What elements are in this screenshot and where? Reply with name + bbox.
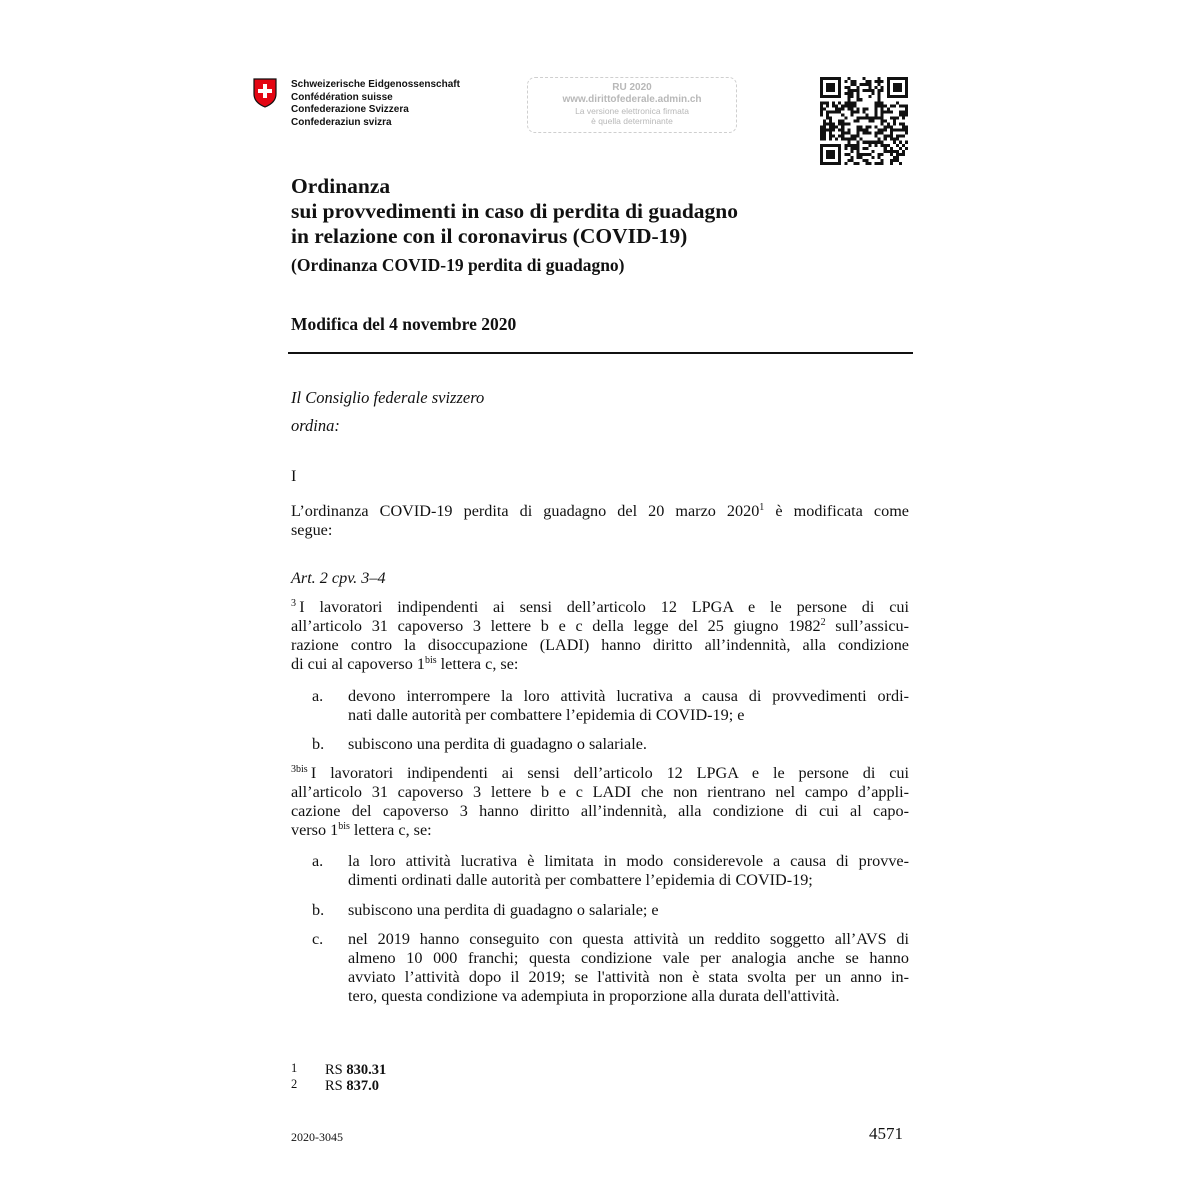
confederation-names (291, 79, 460, 129)
footnote-ref-1[interactable]: 1 (759, 502, 765, 513)
title-line-2: sui provvedimenti in caso di perdita di guadagno (291, 199, 739, 223)
list-item: subiscono una perdita di guadagno o salariale; e (348, 901, 659, 919)
list-item-letter: c. (312, 930, 324, 948)
document-number: 2020-3045 (291, 1130, 343, 1144)
stamp-note-2: è quella determinante (591, 116, 673, 126)
list-item: la loro attività lucrativa è limitata in modo considerevole a causa di provve- dimenti ordinati dalle autorità per combattere l’epidemia di COVID-19; (348, 852, 909, 889)
article-heading: Art. 2 cpv. 3–4 (291, 569, 386, 587)
footnote-number: 2 (291, 1077, 298, 1091)
paragraph-3bis: $^{3bis}$ I lavoratori indipendenti ai sensi dell’articolo 12 LPGA e le persone di cui all’articolo 31 capoverso 3 lettere b e c LADI che non rientrano nel campo d’appli- cazione del capoverso 3 hanno diritto all’indennità, alla condizione di cui al capo- verso $1^{bis}$ lettera c, se: (291, 764, 909, 839)
swiss-cross-icon (253, 78, 277, 108)
footnote-ref-2[interactable]: 2 (820, 617, 826, 628)
stamp-url[interactable]: www.dirittofederale.admin.ch (562, 94, 702, 105)
stamp-note-1: La versione elettronica firmata (575, 106, 689, 116)
paragraph-3: $^3$ I lavoratori indipendenti ai sensi dell’articolo 12 LPGA e le persone di cui all’articolo 31 capoverso 3 lettere b e c della legge del 25 giugno 1982$^2$ sull’assicu- razione contro la disoccupazione (LADI) hanno diritto all’indennità, alla condizione di cui al capoverso $1^{bis}$ lettera c, se: (291, 598, 909, 673)
list-item-letter: a. (312, 852, 324, 870)
footnote-2: RS 837.0 (325, 1078, 379, 1094)
stamp-ru: RU 2020 (612, 82, 652, 93)
list-item: subiscono una perdita di guadagno o salariale. (348, 735, 647, 753)
document-title (291, 174, 738, 249)
paragraph-number: 3 (291, 598, 296, 609)
qr-code-icon (820, 77, 908, 165)
official-stamp (527, 77, 737, 133)
preamble-line-1: Il Consiglio federale svizzero (291, 388, 485, 407)
preamble-line-2: ordina: (291, 416, 340, 435)
page-number: 4571 (869, 1124, 903, 1143)
short-title: (Ordinanza COVID-19 perdita di guadagno) (291, 255, 625, 275)
title-line-1: Ordinanza (291, 174, 391, 198)
confederation-rm: Confederaziun svizra (291, 116, 392, 128)
confederation-fr: Confédération suisse (291, 91, 393, 103)
section-number: I (291, 467, 297, 485)
intro-paragraph: L’ordinanza COVID-19 perdita di guadagno del 20 marzo 2020$^1$ è modificata come segue: (291, 502, 909, 539)
list-item: nel 2019 hanno conseguito con questa attività un reddito soggetto all’AVS di almeno 10 000 franchi; questa condizione vale per analogia anche se hanno avviato l’attività dopo il 2019; se l'attività non è stata svolta per un anno in- tero, questa condizione va adempiuta in proporzione alla durata dell'attività. (348, 930, 909, 1005)
title-line-3: in relazione con il coronavirus (COVID-19) (291, 224, 688, 248)
list-item-letter: a. (312, 687, 324, 705)
list-item-letter: b. (312, 735, 325, 753)
preamble (291, 384, 484, 440)
list-item: devono interrompere la loro attività lucrativa a causa di provvedimenti ordi- nati dalle autorità per combattere l’epidemia di COVID-19; e (348, 687, 909, 724)
confederation-it: Confederazione Svizzera (291, 104, 409, 115)
modification-date: Modifica del 4 novembre 2020 (291, 314, 517, 334)
paragraph-number: 3bis (291, 764, 308, 775)
footnote-number: 1 (291, 1061, 298, 1075)
title-rule (288, 352, 913, 354)
footnote-1: RS 830.31 (325, 1062, 387, 1078)
list-item-letter: b. (312, 901, 325, 919)
confederation-de: Schweizerische Eidgenossenschaft (291, 79, 460, 90)
